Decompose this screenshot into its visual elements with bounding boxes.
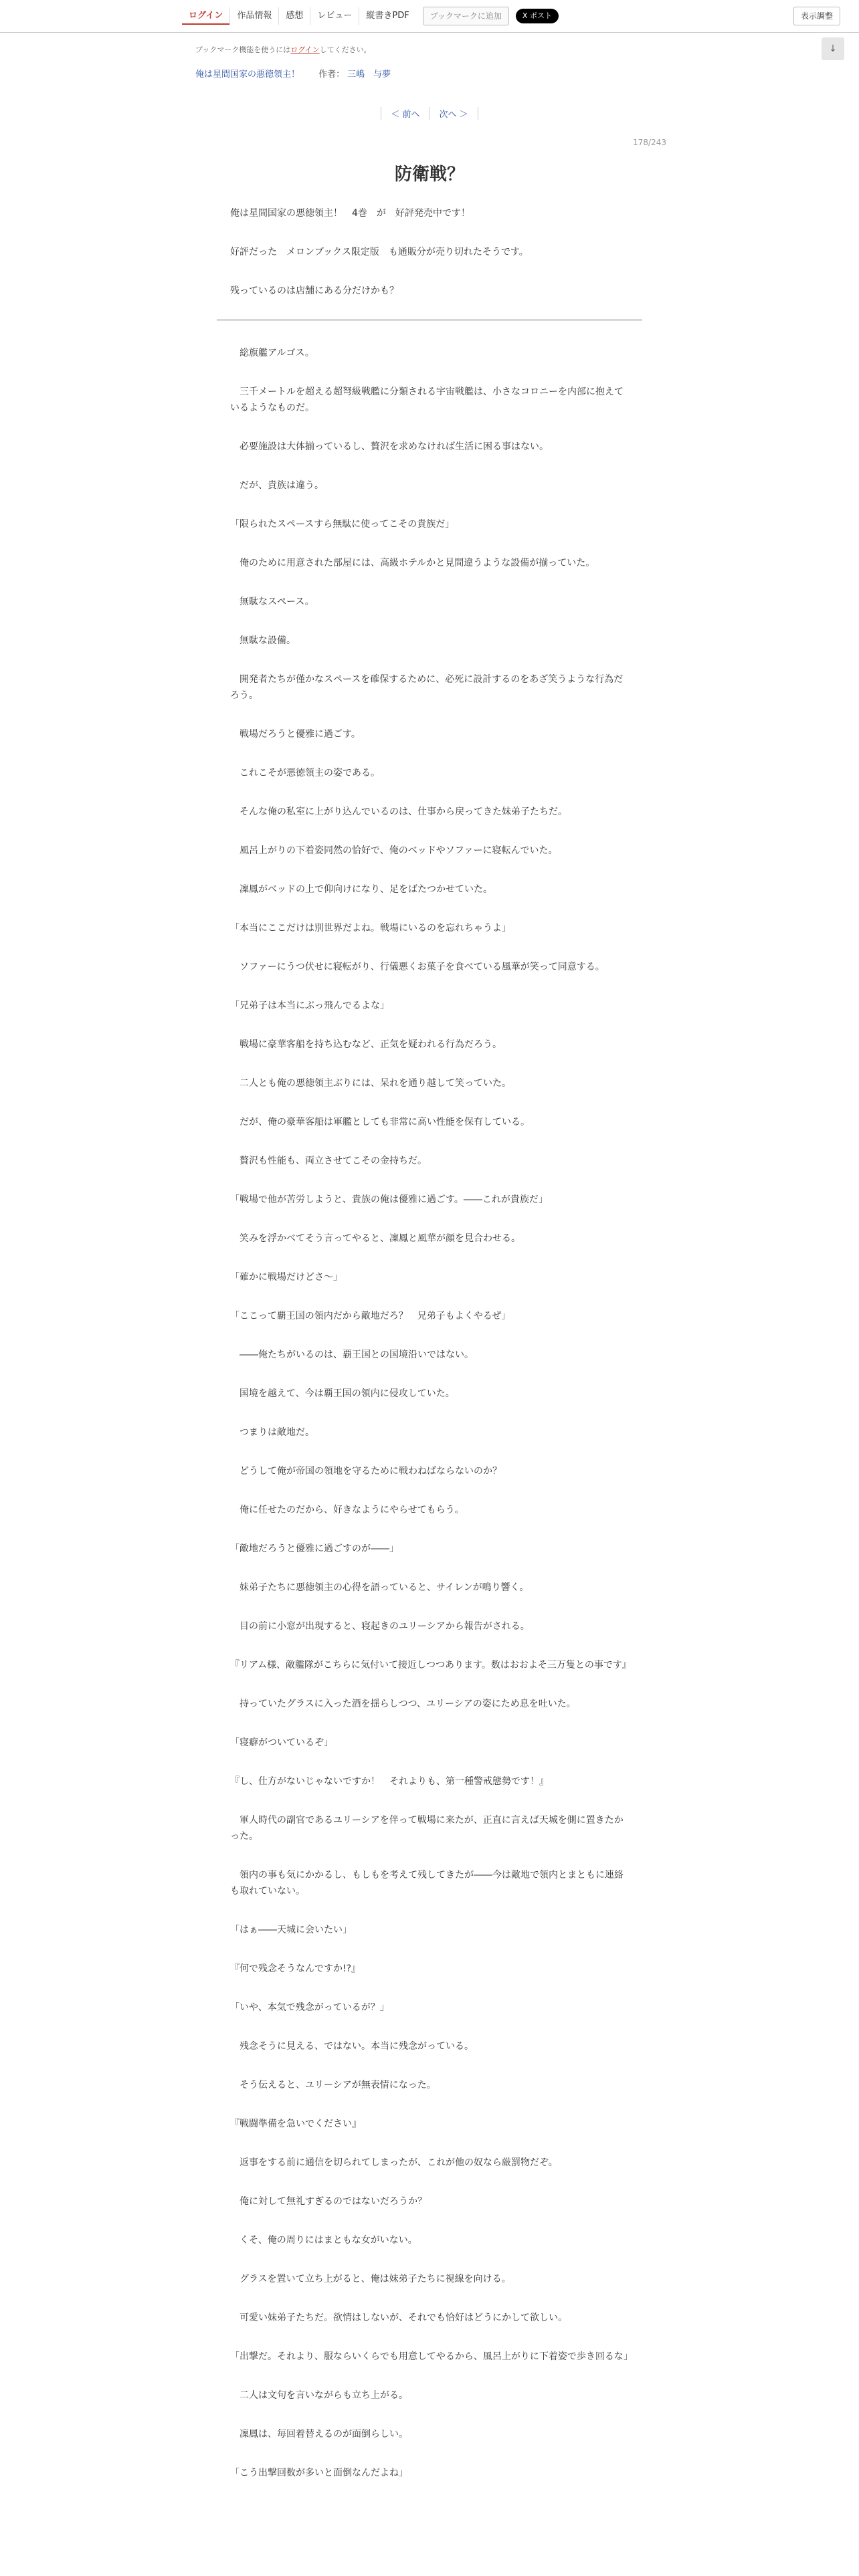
body-paragraph: 風呂上がりの下着姿同然の恰好で、俺のベッドやソファーに寝転んでいた。 <box>230 845 558 856</box>
body-paragraph: 「こう出撃回数が多いと面倒なんだよね」 <box>230 2468 408 2478</box>
prev-episode-link[interactable]: ＜ 前へ <box>381 107 429 120</box>
episode-title: 防衛戦？ <box>394 165 464 185</box>
body-paragraph: 領内の事も気にかかるし、もしもを考えて残してきたが――今は敵地で領内とまともに連絡も取れていない。 <box>230 1870 624 1897</box>
body-paragraph: 「出撃だ。それより、服ならいくらでも用意してやるから、風呂上がりに下着姿で歩き回るな」 <box>230 2351 633 2362</box>
body-paragraph: 「本当にここだけは別世界だよね。戦場にいるのを忘れちゃうよ」 <box>230 923 511 934</box>
body-paragraph: 『何で残念そうなんですか!?』 <box>230 1963 361 1974</box>
bookmark-notice <box>195 44 371 55</box>
bookmark-notice-text: ブックマーク機能を使うには <box>195 45 291 54</box>
body-paragraph: 持っていたグラスに入った酒を揺らしつつ、ユリーシアの姿にため息を吐いた。 <box>230 1699 576 1709</box>
page-number: 178/243 <box>633 138 666 147</box>
body-paragraph: 『し、仕方がないじゃないですか！ それよりも、第一種警戒態勢です！』 <box>230 1776 549 1787</box>
body-paragraph: 妹弟子たちに悪徳領主の心得を語っていると、サイレンが鳴り響く。 <box>230 1582 529 1593</box>
novel-header <box>195 67 391 80</box>
preface <box>230 207 632 324</box>
body-paragraph: 俺に任せたのだから、好きなようにやらせてもらう。 <box>230 1505 464 1515</box>
episode-pager <box>0 107 859 120</box>
body-paragraph: 戦場だろうと優雅に過ごす。 <box>230 729 361 740</box>
scroll-down-icon[interactable]: ↓ <box>822 37 844 60</box>
x-post-button[interactable]: X ポスト <box>516 9 559 23</box>
vertical-pdf-link[interactable]: 縦書きPDF <box>359 7 415 25</box>
body-paragraph: くそ、俺の周りにはまともな女がいない。 <box>230 2235 417 2246</box>
body-paragraph: 総旗艦アルゴス。 <box>230 348 314 358</box>
body-paragraph: 「戦場で他が苦労しようと、貴族の俺は優雅に過ごす。――これが貴族だ」 <box>230 1194 548 1205</box>
body-paragraph: だが、俺の豪華客船は軍艦としても非常に高い性能を保有している。 <box>230 1117 530 1128</box>
body-paragraph: 二人は文句を言いながらも立ち上がる。 <box>230 2390 408 2401</box>
body-paragraph: これこそが悪徳領主の姿である。 <box>230 768 380 778</box>
display-settings-button[interactable]: 表示調整 <box>793 7 840 25</box>
body-paragraph: 「寝癖がついているぞ」 <box>230 1737 333 1748</box>
body-paragraph: 開発者たちが僅かなスペースを確保するために、必死に設計するのをあざ笑うような行為だろう。 <box>230 674 624 701</box>
body-paragraph: 「はぁ――天城に会いたい」 <box>230 1925 352 1935</box>
bookmark-notice-suffix: してください。 <box>319 45 371 54</box>
body-paragraph: 「兄弟子は本当にぶっ飛んでるよな」 <box>230 1000 389 1011</box>
body-paragraph: 凜鳳がベッドの上で仰向けになり、足をばたつかせていた。 <box>230 884 492 895</box>
preface-line: 残っているのは店舗にある分だけかも？ <box>230 286 399 296</box>
body-paragraph: 返事をする前に通信を切られてしまったが、これが他の奴なら厳罰物だぞ。 <box>230 2157 558 2168</box>
body-paragraph: だが、貴族は違う。 <box>230 480 324 491</box>
body-paragraph: 『リアム様、敵艦隊がこちらに気付いて接近しつつあります。数はおおよそ三万隻との事です』 <box>230 1660 632 1671</box>
body-paragraph: 「限られたスペースすら無駄に使ってこその貴族だ」 <box>230 519 455 530</box>
body-paragraph: 凜鳳は、毎回着替えるのが面倒らしい。 <box>230 2429 408 2440</box>
review-link[interactable]: レビュー <box>310 7 359 25</box>
body-paragraph: 無駄なスペース。 <box>230 597 314 607</box>
preface-line: 好評だった メロンブックス限定版 も通販分が売り切れたそうです。 <box>230 247 529 257</box>
body-paragraph: 「ここって覇王国の領内だから敵地だろ？ 兄弟子もよくやるぜ」 <box>230 1311 511 1321</box>
body-paragraph: そう伝えると、ユリーシアが無表情になった。 <box>230 2080 436 2090</box>
body-paragraph: 軍人時代の副官であるユリーシアを伴って戦場に来たが、正直に言えば天城を側に置きたかった。 <box>230 1815 624 1842</box>
top-navigation-bar <box>0 0 859 33</box>
body-paragraph: グラスを置いて立ち上がると、俺は妹弟子たちに視線を向ける。 <box>230 2274 511 2284</box>
body-paragraph: どうして俺が帝国の領地を守るために戦わねばならないのか？ <box>230 1466 502 1477</box>
body-paragraph: 必要施設は大体揃っているし、贅沢を求めなければ生活に困る事はない。 <box>230 441 549 452</box>
next-episode-link[interactable]: 次へ ＞ <box>430 107 478 120</box>
novel-info-link[interactable]: 作品情報 <box>229 7 278 25</box>
author-link[interactable]: 三嶋 与夢 <box>347 70 391 80</box>
body-paragraph: ソファーにうつ伏せに寝転がり、行儀悪くお菓子を食べている風華が笑って同意する。 <box>230 962 605 972</box>
add-bookmark-button[interactable]: ブックマークに追加 <box>423 7 509 25</box>
body-paragraph: 目の前に小窓が出現すると、寝起きのユリーシアから報告がされる。 <box>230 1621 530 1632</box>
nav-menu <box>182 7 559 25</box>
body-paragraph: 「敵地だろうと優雅に過ごすのが――」 <box>230 1543 399 1554</box>
body-paragraph: 二人とも俺の悪徳領主ぶりには、呆れを通り越して笑っていた。 <box>230 1078 511 1089</box>
body-paragraph: つまりは敵地だ。 <box>230 1427 314 1438</box>
preface-line: 俺は星間国家の悪徳領主！ 4巻 が 好評発売中です！ <box>230 208 470 219</box>
body-paragraph: 国境を越えて、今は覇王国の領内に侵攻していた。 <box>230 1388 455 1399</box>
body-paragraph: 三千メートルを超える超弩級戦艦に分類される宇宙戦艦は、小さなコロニーを内部に抱えているようなものだ。 <box>230 387 624 413</box>
author-label: 作者： <box>318 70 345 80</box>
body-paragraph: ――俺たちがいるのは、覇王国との国境沿いではない。 <box>230 1350 474 1360</box>
body-paragraph: そんな俺の私室に上がり込んでいるのは、仕事から戻ってきた妹弟子たちだ。 <box>230 807 567 817</box>
body-paragraph: 『戦闘準備を急いでください』 <box>230 2119 361 2129</box>
body-paragraph: 贅沢も性能も、両立させてこその金持ちだ。 <box>230 1156 427 1166</box>
body-paragraph: 俺に対して無礼すぎるのではないだろうか？ <box>230 2196 427 2207</box>
body-paragraph: 笑みを浮かべてそう言ってやると、凜鳳と風華が顔を見合わせる。 <box>230 1233 520 1244</box>
body-paragraph: 可愛い妹弟子たちだ。欲情はしないが、それでも恰好はどうにかして欲しい。 <box>230 2313 567 2323</box>
body-paragraph: 戦場に豪華客船を持ち込むなど、正気を疑われる行為だろう。 <box>230 1039 502 1050</box>
login-link[interactable]: ログイン <box>182 7 229 25</box>
episode-body <box>230 345 632 2504</box>
body-paragraph: 俺のために用意された部屋には、高級ホテルかと見間違うような設備が揃っていた。 <box>230 558 595 568</box>
body-paragraph: 「確かに戦場だけどさ～」 <box>230 1272 343 1283</box>
bookmark-login-link[interactable]: ログイン <box>290 45 320 54</box>
body-paragraph: 残念そうに見える、ではない。本当に残念がっている。 <box>230 2041 474 2052</box>
body-paragraph: 「いや、本気で残念がっているが？」 <box>230 2002 389 2013</box>
novel-title-link[interactable]: 俺は星間国家の悪徳領主！ <box>195 70 300 80</box>
body-paragraph: 無駄な設備。 <box>230 635 296 646</box>
impressions-link[interactable]: 感想 <box>278 7 310 25</box>
